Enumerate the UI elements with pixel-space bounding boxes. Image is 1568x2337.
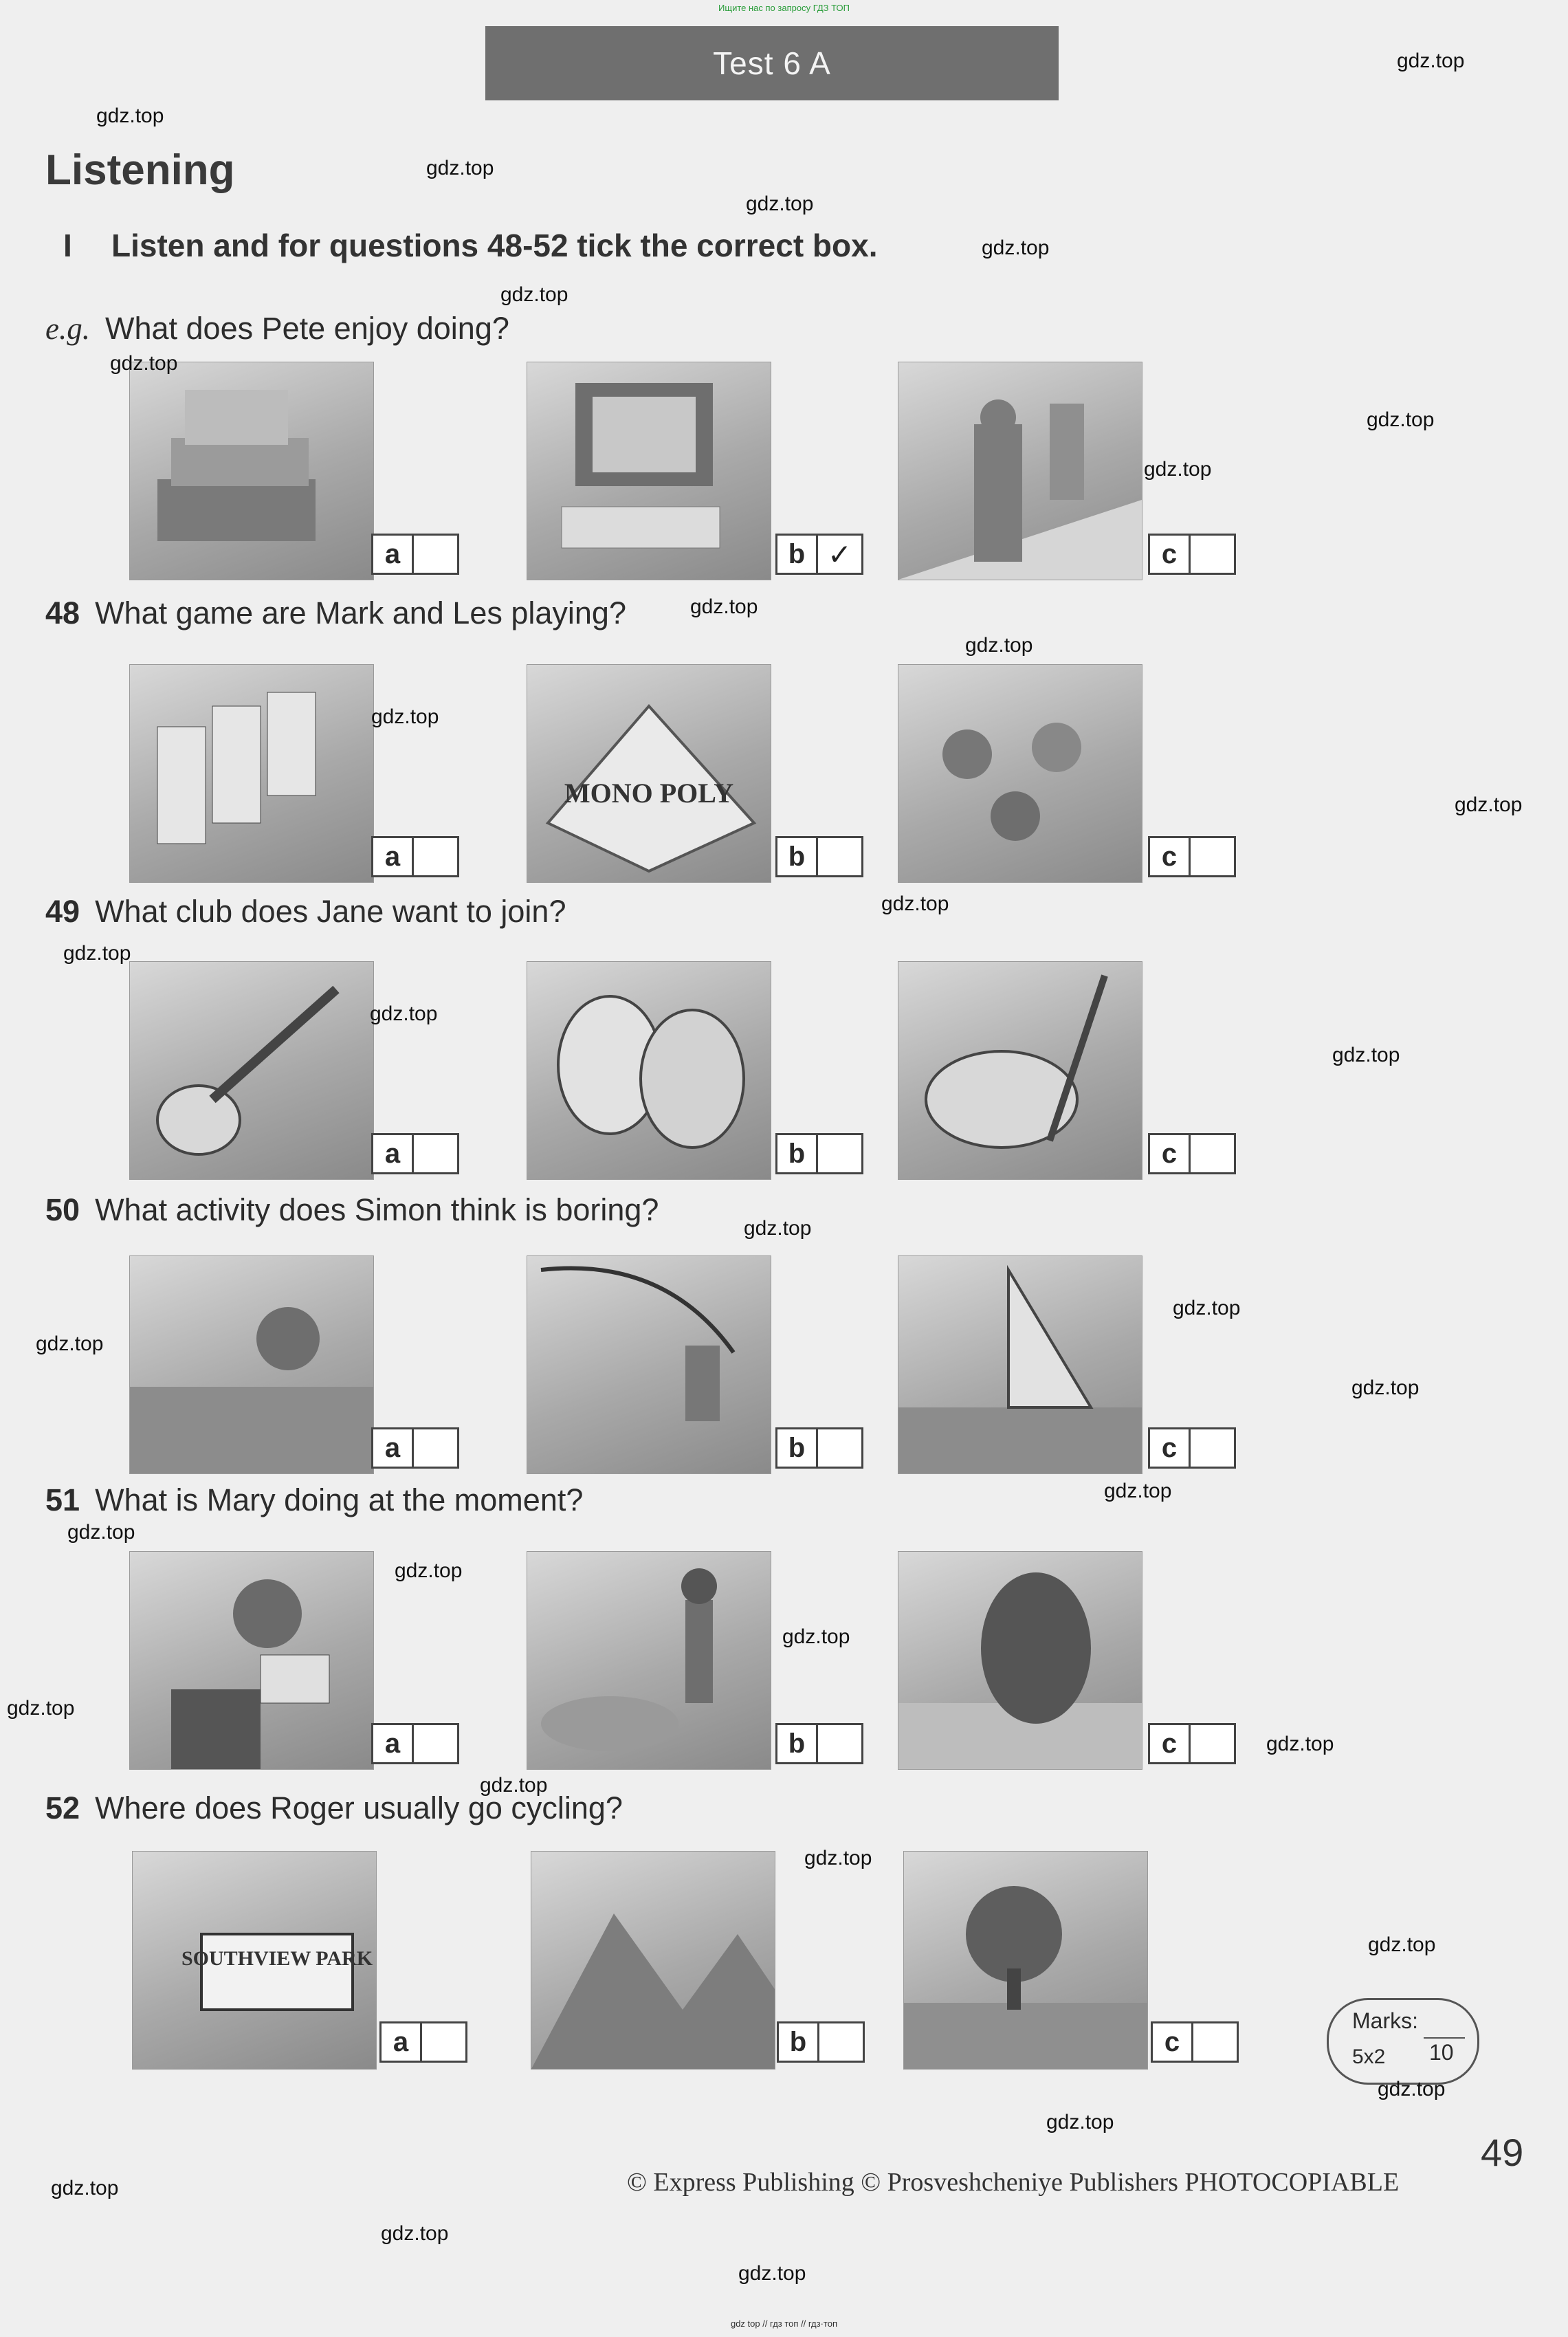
books-picture <box>129 362 374 580</box>
watermark: gdz.top <box>51 2177 119 2199</box>
option-box-49-a[interactable]: a <box>371 1133 459 1174</box>
option-box-48-b[interactable]: b <box>775 836 863 877</box>
question-text: What does Pete enjoy doing? <box>104 311 509 346</box>
watermark: gdz.top <box>480 1774 548 1797</box>
fishing-picture <box>527 1255 771 1474</box>
watermark: gdz.top <box>690 595 758 618</box>
park-sign-picture <box>132 1851 377 2070</box>
option-box-48-c[interactable]: c <box>1148 836 1236 877</box>
watermark: gdz.top <box>881 892 949 915</box>
option-box-eg-b[interactable]: b ✓ <box>775 534 863 575</box>
option-box-52-b[interactable]: b <box>777 2021 865 2063</box>
question-number: 49 <box>45 894 80 929</box>
marks-total: 10 <box>1429 2040 1454 2065</box>
question-label: e.g. <box>45 311 90 346</box>
question-text: What club does Jane want to join? <box>95 894 566 929</box>
watermark: gdz.top <box>381 2222 449 2245</box>
running-park-picture <box>527 1551 771 1770</box>
question-text: Where does Roger usually go cycling? <box>95 1790 623 1825</box>
option-box-51-a[interactable]: a <box>371 1723 459 1764</box>
mountains-picture <box>531 1851 775 2070</box>
marks-label: Marks: <box>1352 2008 1418 2033</box>
watermark: gdz.top <box>1266 1733 1334 1755</box>
tick-mark: ✓ <box>827 538 852 571</box>
monopoly-label: MONO POLY <box>564 778 734 809</box>
test-title-banner <box>485 26 1059 100</box>
option-box-52-a[interactable]: a <box>379 2021 467 2063</box>
option-box-51-c[interactable]: c <box>1148 1723 1236 1764</box>
bottom-note: gdz top // гдз топ // гдз·топ <box>730 2318 838 2329</box>
marks-formula: 5x2 <box>1352 2045 1386 2068</box>
watermark: gdz.top <box>1351 1376 1420 1399</box>
option-box-49-b[interactable]: b <box>775 1133 863 1174</box>
question-51 <box>45 1482 583 1518</box>
watermark: gdz.top <box>804 1847 872 1869</box>
watermark: gdz.top <box>1368 1933 1436 1956</box>
watermark: gdz.top <box>36 1332 104 1355</box>
theatre-masks-picture <box>527 961 771 1180</box>
watermark: gdz.top <box>738 2262 806 2285</box>
watermark: gdz.top <box>1397 50 1465 72</box>
question-49 <box>45 894 566 930</box>
option-box-eg-c[interactable]: c <box>1148 534 1236 575</box>
monopoly-picture <box>527 664 771 883</box>
watermark: gdz.top <box>1455 793 1523 816</box>
watermark: gdz.top <box>7 1697 75 1720</box>
dominoes-picture <box>129 664 374 883</box>
test-title: Test 6 A <box>713 45 831 81</box>
section-title: Listening <box>45 146 235 194</box>
watermark: gdz.top <box>1173 1297 1241 1319</box>
watermark: gdz.top <box>63 942 131 965</box>
question-number: 50 <box>45 1192 80 1227</box>
option-box-eg-a[interactable]: a <box>371 534 459 575</box>
option-box-50-c[interactable]: c <box>1148 1427 1236 1469</box>
paint-palette-picture <box>898 961 1142 1180</box>
windsurfing-picture <box>898 1255 1142 1474</box>
watermark: gdz.top <box>96 105 164 127</box>
question-number: 52 <box>45 1790 80 1825</box>
watermark: gdz.top <box>744 1217 812 1240</box>
watermark: gdz.top <box>982 237 1050 259</box>
option-box-49-c[interactable]: c <box>1148 1133 1236 1174</box>
computer-picture <box>527 362 771 580</box>
swimming-picture <box>129 1255 374 1474</box>
studying-picture <box>898 1551 1142 1770</box>
option-box-50-b[interactable]: b <box>775 1427 863 1469</box>
question-number: 48 <box>45 595 80 630</box>
chess-picture <box>898 362 1142 580</box>
marks-box <box>1327 1998 1479 2085</box>
watermark: gdz.top <box>1378 2078 1446 2100</box>
countryside-picture <box>903 1851 1148 2070</box>
question-48 <box>45 595 626 631</box>
watermark: gdz.top <box>782 1625 850 1648</box>
question-eg <box>45 311 509 347</box>
option-box-52-c[interactable]: c <box>1151 2021 1239 2063</box>
watermark: gdz.top <box>1046 2111 1114 2133</box>
instruction-number: I <box>63 228 72 263</box>
page-number: 49 <box>1481 2131 1524 2174</box>
watermark: gdz.top <box>370 1002 438 1025</box>
watermark: gdz.top <box>965 634 1033 657</box>
watermark: gdz.top <box>1367 408 1435 431</box>
guitar-picture <box>129 961 374 1180</box>
watermark: gdz.top <box>426 157 494 179</box>
watermark: gdz.top <box>1332 1044 1400 1066</box>
watermark: gdz.top <box>395 1559 463 1582</box>
option-box-51-b[interactable]: b <box>775 1723 863 1764</box>
top-note: Ищите нас по запросу ГДЗ ТОП <box>718 3 850 13</box>
watermark: gdz.top <box>1144 458 1212 481</box>
question-50 <box>45 1192 659 1228</box>
option-box-48-a[interactable]: a <box>371 836 459 877</box>
cooking-reading-picture <box>129 1551 374 1770</box>
watermark: gdz.top <box>1104 1480 1172 1502</box>
park-sign-label: SOUTHVIEW PARK <box>181 1947 373 1970</box>
watermark: gdz.top <box>746 193 814 215</box>
marbles-picture <box>898 664 1142 883</box>
option-box-50-a[interactable]: a <box>371 1427 459 1469</box>
question-text: What activity does Simon think is boring? <box>95 1192 659 1227</box>
instruction-text: Listen and for questions 48-52 tick the correct box. <box>111 228 878 263</box>
watermark: gdz.top <box>67 1521 135 1544</box>
question-text: What game are Mark and Les playing? <box>95 595 626 630</box>
question-number: 51 <box>45 1482 80 1517</box>
watermark: gdz.top <box>110 352 178 375</box>
watermark: gdz.top <box>500 283 568 306</box>
footer-copyright: © Express Publishing © Prosveshcheniye Publishers PHOTOCOPIABLE <box>627 2168 1400 2197</box>
question-text: What is Mary doing at the moment? <box>95 1482 584 1517</box>
watermark: gdz.top <box>371 705 439 728</box>
